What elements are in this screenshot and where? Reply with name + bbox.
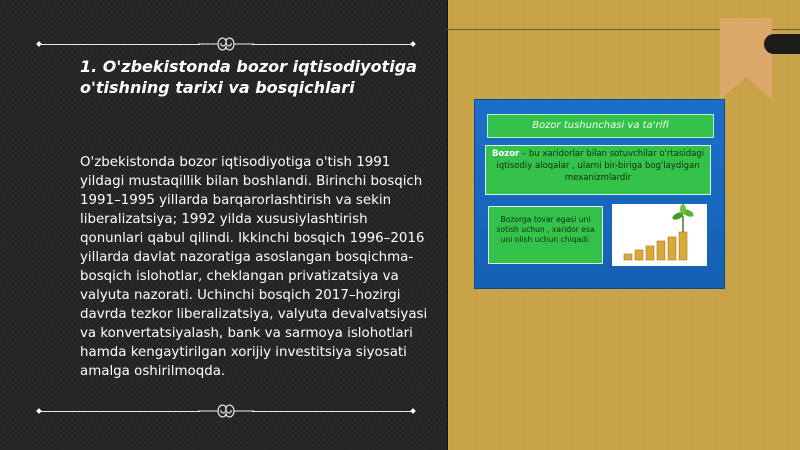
- definition-term: Bozor: [491, 149, 520, 159]
- coins-plant-icon: [612, 204, 707, 266]
- infographic-note: Bozorga tovar egasi uni sotish uchun , xaridor esa uni olish uchun chiqadi.: [488, 206, 603, 264]
- definition-text: – bu xaridorlar bilan sotuvchilar o'rtasidagi iqtisodiy aloqalar , ularni bir-biriga bog'laydigan mexanizmlardir: [496, 149, 705, 183]
- ribbon-clip: [764, 34, 800, 54]
- slide-title: 1. O'zbekistonda bozor iqtisodiyotiga o'tishning tarixi va bosqichlari: [80, 57, 417, 97]
- swirl-icon: [196, 400, 256, 422]
- ribbon-body: [720, 18, 772, 100]
- panel-divider: [447, 0, 448, 450]
- slide-body-text: O'zbekistonda bozor iqtisodiyotiga o'tish 1991 yildagi mustaqillik bilan boshlandi. Birinchi bosqich 1991–1995 yillarda barqarorlashtirish va sekin liberalizatsiya; 1992 yilda xususiylashtirish qonunlari qabul qilindi. Ikkinchi bosqich 1996–2016 yillarda davlat nazoratiga asoslangan bosqichma-bosqich islohotlar, cheklangan privatizatsiya va valyuta nazorati. Uchinchi bosqich 2017–hozirgi davrda tezkor liberalizatsiya, valyuta devalvatsiyasi va konvertatsiyalash, bank va sarmoya islohotlari hamda kengaytirilgan xorijiy investitsiya siyosati amalga oshirilmoqda.: [80, 155, 428, 379]
- infographic-definition: [485, 145, 711, 195]
- ribbon-tab: [720, 18, 772, 100]
- swirl-icon: [196, 33, 256, 55]
- infographic-header: Bozor tushunchasi va ta'rifi: [487, 114, 714, 138]
- infographic-image: [474, 99, 725, 289]
